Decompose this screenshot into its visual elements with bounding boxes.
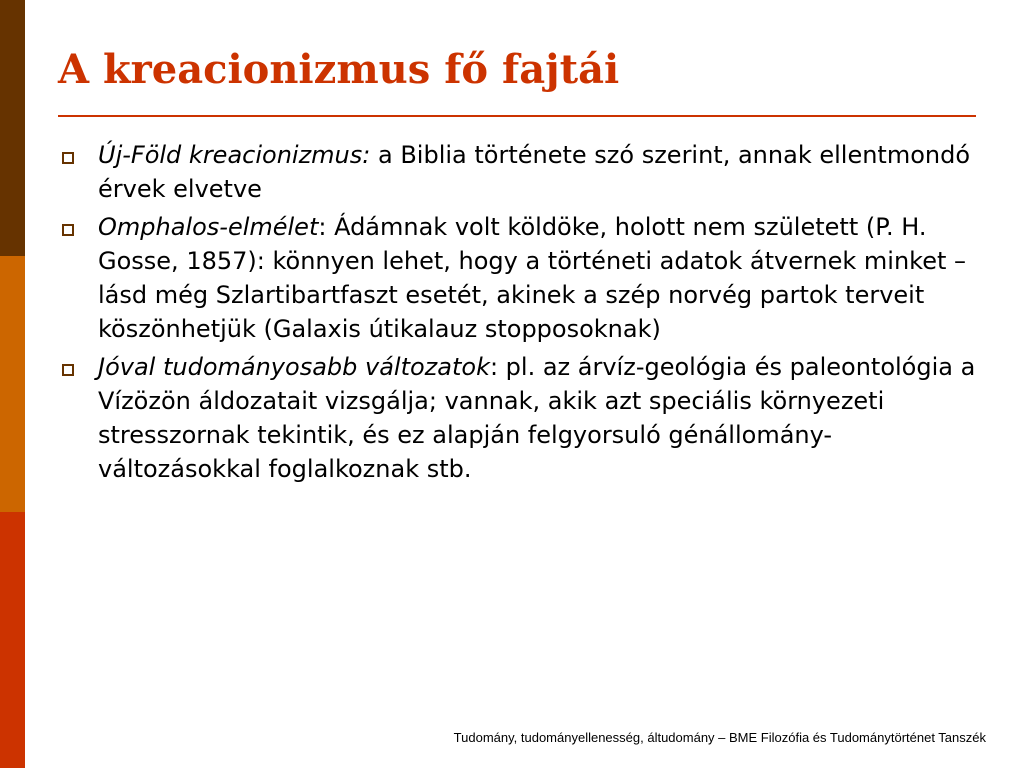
square-bullet-icon — [62, 152, 74, 164]
bullet-list — [58, 138, 978, 490]
bullet-term: Új-Föld kreacionizmus: — [98, 141, 371, 169]
slide-title: A kreacionizmus fő fajtái — [58, 46, 620, 93]
bullet-term: Omphalos-elmélet — [98, 213, 319, 241]
bullet-item — [58, 350, 978, 486]
bullet-term: Jóval tudományosabb változatok — [98, 353, 490, 381]
title-divider — [58, 115, 976, 117]
square-bullet-icon — [62, 364, 74, 376]
bullet-text: : pl. az árvíz-geológia és paleontológia a Vízözön áldozatait vizsgálja; vannak, akik azt speciális környezeti stresszornak tekintik, és ez alapján felgyorsuló génállomány-változásokkal foglalkoznak stb. — [98, 353, 976, 483]
bullet-text: : Ádámnak volt köldöke, holott nem született (P. H. Gosse, 1857): könnyen lehet, hogy a történeti adatok átvernek minket – lásd még Szlartibartfaszt esetét, akinek a szép norvég partok terveit köszönhetjük (Galaxis útikalauz stopposoknak) — [98, 213, 967, 343]
slide-footer: Tudomány, tudományellenesség, áltudomány – BME Filozófia és Tudománytörténet Tanszék — [453, 730, 986, 745]
side-bar-top — [0, 0, 25, 256]
bullet-text: a Biblia története szó szerint, annak ellentmondó érvek elvetve — [98, 141, 971, 203]
bullet-item — [58, 138, 978, 206]
bullet-item — [58, 210, 978, 346]
side-bar-middle — [0, 256, 25, 512]
square-bullet-icon — [62, 224, 74, 236]
side-bar-bottom — [0, 512, 25, 768]
